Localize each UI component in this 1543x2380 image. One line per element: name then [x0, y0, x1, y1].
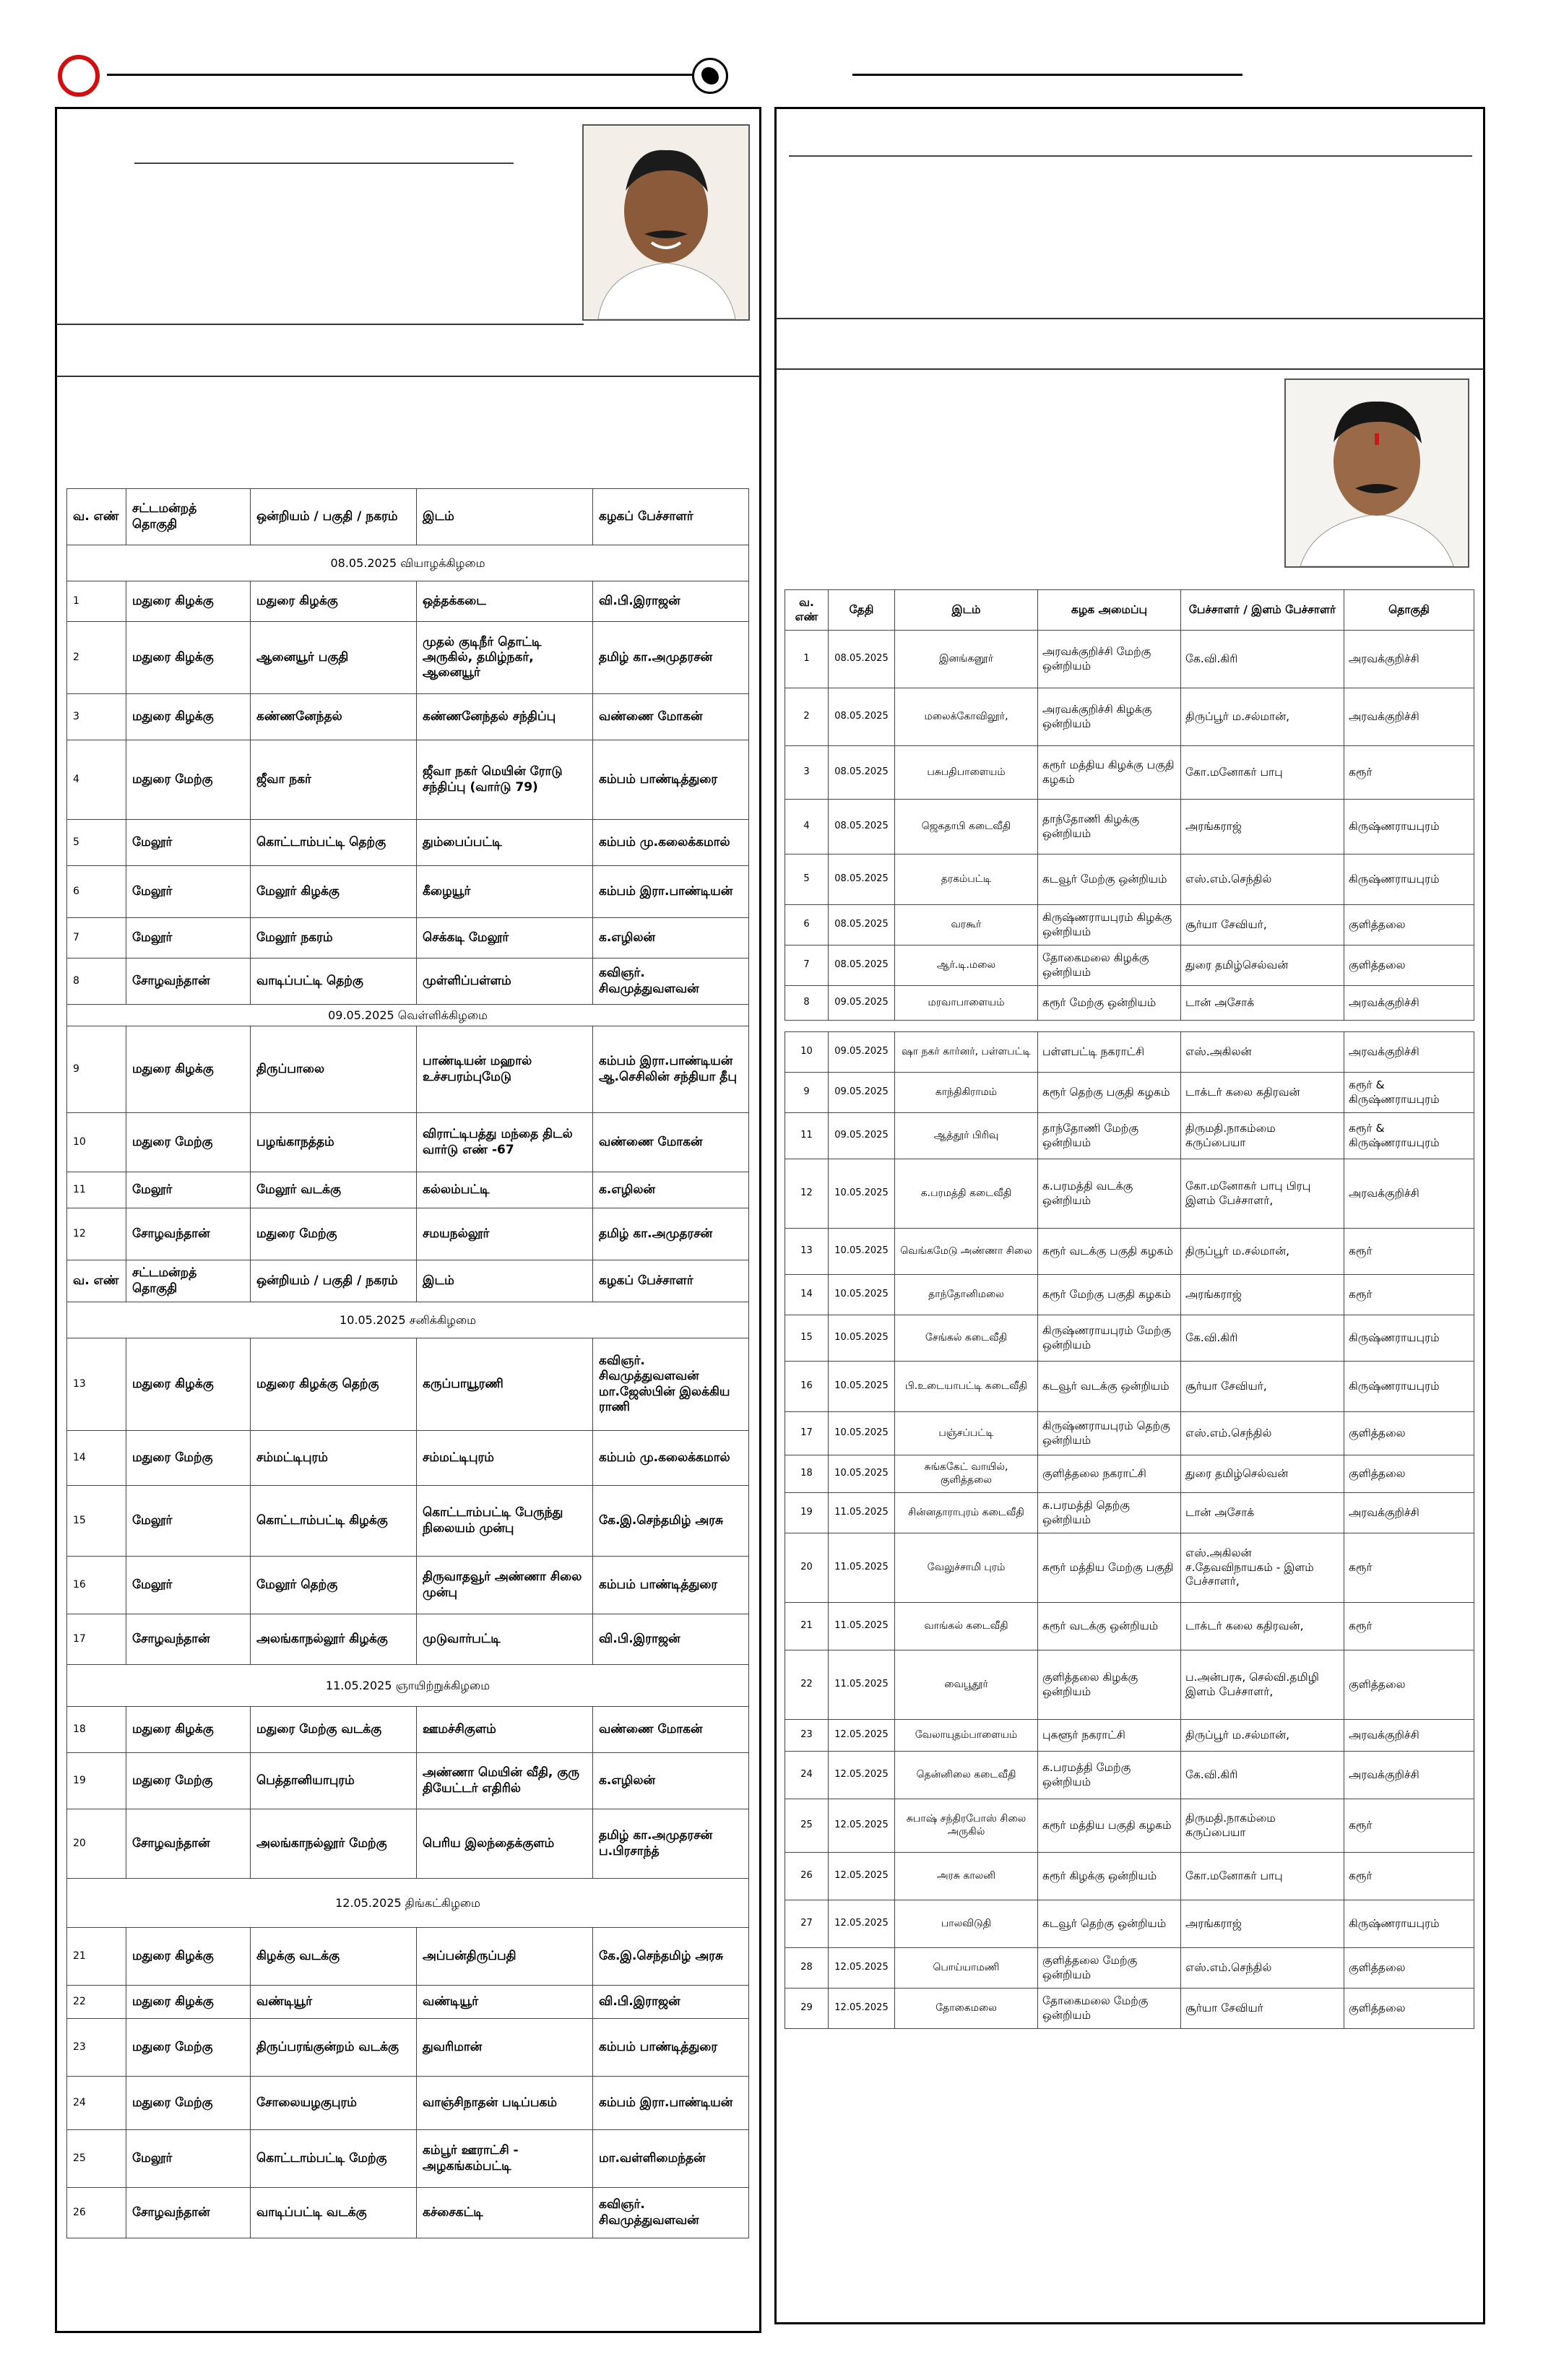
day-heading: 09.05.2025 வெள்ளிக்கிழமை	[67, 1005, 749, 1026]
col-serial: வ. எண்	[67, 489, 126, 545]
left-title-underline	[134, 163, 514, 164]
col-place: இடம்	[417, 489, 593, 545]
right-divider-2	[776, 368, 1484, 370]
table-row: 19 11.05.2025 சின்னதாராபுரம் கடைவீதி க.பரமத்தி தெற்கு ஒன்றியம் டான் அசோக் அரவக்குறிச்சி	[785, 1493, 1474, 1533]
table-row: 24 12.05.2025 தென்னிலை கடைவீதி க.பரமத்தி மேற்கு ஒன்றியம் கே.வி.கிரி அரவக்குறிச்சி	[785, 1752, 1474, 1799]
table-row: 6 08.05.2025 வரகூர் கிருஷ்ணராயபுரம் கிழக்கு ஒன்றியம் சூர்யா சேவியர், குளித்தலை	[785, 905, 1474, 945]
col-speaker: கழகப் பேச்சாளர்	[593, 489, 749, 545]
table-row: 2 மதுரை கிழக்கு ஆனையூர் பகுதி முதல் குடிநீர் தொட்டி அருகில், தமிழ்நகர், ஆனையூர் தமிழ் கா.அமுதரசன்	[67, 622, 749, 694]
table-row: 10 09.05.2025 ஷா நகர் கார்னர், பள்ளபட்டி பள்ளபட்டி நகராட்சி எஸ்.அகிலன் அரவக்குறிச்சி	[785, 1032, 1474, 1073]
right-divider-1	[776, 318, 1484, 319]
table-row: 25 மேலூர் கொட்டாம்பட்டி மேற்கு கம்பூர் ஊராட்சி - அழகங்கம்பட்டி மா.வள்ளிமைந்தன்	[67, 2130, 749, 2188]
table-row: 21 11.05.2025 வாங்கல் கடைவீதி கரூர் வடக்கு ஒன்றியம் டாக்டர் கலை கதிரவன், கரூர்	[785, 1603, 1474, 1650]
table-row: 12 10.05.2025 க.பரமத்தி கடைவீதி க.பரமத்தி வடக்கு ஒன்றியம் கோ.மனோகர் பாபு பிரபு இளம் பேச்சாளர், அரவக்குறிச்சி	[785, 1159, 1474, 1229]
table-row: 3 மதுரை கிழக்கு கண்ணனேந்தல் கண்ணனேந்தல் சந்திப்பு வண்ணை மோகன்	[67, 694, 749, 740]
table-row: 19 மதுரை மேற்கு பெத்தானியாபுரம் அண்ணா மெயின் வீதி, குரு தியேட்டர் எதிரில் க.எழிலன்	[67, 1753, 749, 1809]
table-row: 22 மதுரை கிழக்கு வண்டியூர் வண்டியூர் வி.பி.இராஜன்	[67, 1986, 749, 2019]
table-gap	[785, 1021, 1474, 1032]
table-row: 23 மதுரை மேற்கு திருப்பரங்குன்றம் வடக்கு துவரிமான் கம்பம் பாண்டித்துரை	[67, 2019, 749, 2077]
table-row: 17 சோழவந்தான் அலங்காநல்லூர் கிழக்கு முடுவார்பட்டி வி.பி.இராஜன்	[67, 1614, 749, 1665]
table-row: 15 10.05.2025 சேங்கல் கடைவீதி கிருஷ்ணராயபுரம் மேற்கு ஒன்றியம் கே.வி.கிரி கிருஷ்ணராயபுரம்	[785, 1315, 1474, 1362]
left-divider-2	[56, 376, 760, 377]
right-table-header	[785, 590, 1474, 631]
table-row: 26 சோழவந்தான் வாடிப்பட்டி வடக்கு கச்சைகட்டி கவிஞர். சிவமுத்துவளவன்	[67, 2188, 749, 2238]
table-row: 14 10.05.2025 தாந்தோனிமலை கரூர் மேற்கு பகுதி கழகம் அரங்கராஜ் கரூர்	[785, 1275, 1474, 1315]
day-heading: 12.05.2025 திங்கட்கிழமை	[67, 1879, 749, 1928]
table-row: 14 மதுரை மேற்கு சம்மட்டிபுரம் சம்மட்டிபுரம் கம்பம் மு.கலைக்கமால்	[67, 1431, 749, 1486]
table-row: 20 11.05.2025 வேலுச்சாமி புரம் கரூர் மத்திய மேற்கு பகுதி எஸ்.அகிலன் ச.தேவவிநாயகம் - இளம் பேச்சாளர், கரூர்	[785, 1533, 1474, 1603]
table-row: 6 மேலூர் மேலூர் கிழக்கு கீழையூர் கம்பம் இரா.பாண்டியன்	[67, 866, 749, 918]
table-row: 21 மதுரை கிழக்கு கிழக்கு வடக்கு அப்பன்திருப்பதி கே.இ.செந்தமிழ் அரசு	[67, 1928, 749, 1986]
header-rule-right	[852, 74, 1242, 76]
day-heading: 10.05.2025 சனிக்கிழமை	[67, 1302, 749, 1338]
right-schedule-table	[785, 589, 1474, 2029]
table-row: 2 08.05.2025 மலைக்கோவிலூர், அரவக்குறிச்சி கிழக்கு ஒன்றியம் திருப்பூர் ம.சல்மான், அரவக்குறிச்சி	[785, 688, 1474, 746]
table-row: 27 12.05.2025 பாலவிடுதி கடவூர் தெற்கு ஒன்றியம் அரங்கராஜ் கிருஷ்ணராயபுரம்	[785, 1900, 1474, 1948]
table-row: 25 12.05.2025 சுபாஷ் சந்திரபோஸ் சிலை அருகில் கரூர் மத்திய பகுதி கழகம் திருமதி.நாகம்மை கருப்பையா கரூர்	[785, 1799, 1474, 1853]
col-date: தேதி	[829, 590, 895, 631]
col-union: ஒன்றியம் / பகுதி / நகரம்	[251, 489, 417, 545]
col-constituency: சட்டமன்றத் தொகுதி	[126, 489, 251, 545]
right-title-underline	[789, 155, 1472, 157]
table-row: 29 12.05.2025 தோகைமலை தோகைமலை மேற்கு ஒன்றியம் சூர்யா சேவியர் குளித்தலை	[785, 1989, 1474, 2029]
left-table-subheader: வ. எண் சட்டமன்றத் தொகுதி ஒன்றியம் / பகுதி / நகரம் இடம் கழகப் பேச்சாளர்	[67, 1260, 749, 1302]
party-logo-icon	[58, 55, 100, 97]
table-row: 12 சோழவந்தான் மதுரை மேற்கு சமயநல்லூர் தமிழ் கா.அமுதரசன்	[67, 1208, 749, 1260]
col-speaker: பேச்சாளர் / இளம் பேச்சாளர்	[1181, 590, 1344, 631]
table-row: 7 08.05.2025 ஆர்.டி.மலை தோகைமலை கிழக்கு ஒன்றியம் துரை தமிழ்செல்வன் குளித்தலை	[785, 945, 1474, 986]
table-row: 9 மதுரை கிழக்கு திருப்பாலை பாண்டியன் மஹால் உச்சபரம்புமேடு கம்பம் இரா.பாண்டியன் ஆ.செசிலின் சந்தியா தீபு	[67, 1026, 749, 1113]
table-row: 1 மதுரை கிழக்கு மதுரை கிழக்கு ஒத்தக்கடை வி.பி.இராஜன்	[67, 581, 749, 622]
table-row: 4 மதுரை மேற்கு ஜீவா நகர் ஜீவா நகர் மெயின் ரோடு சந்திப்பு (வார்டு 79) கம்பம் பாண்டித்துரை	[67, 740, 749, 820]
header-rule-left	[107, 74, 692, 76]
table-row: 15 மேலூர் கொட்டாம்பட்டி கிழக்கு கொட்டாம்பட்டி பேருந்து நிலையம் முன்பு கே.இ.செந்தமிழ் அரசு	[67, 1486, 749, 1557]
leader-photo-right	[1284, 378, 1469, 568]
day-heading: 11.05.2025 ஞாயிற்றுக்கிழமை	[67, 1665, 749, 1707]
table-row: 8 சோழவந்தான் வாடிப்பட்டி தெற்கு முள்ளிப்பள்ளம் கவிஞர். சிவமுத்துவளவன்	[67, 959, 749, 1005]
table-row: 26 12.05.2025 அரசு காலனி கரூர் கிழக்கு ஒன்றியம் கோ.மனோகர் பாபு கரூர்	[785, 1853, 1474, 1900]
table-row: 1 08.05.2025 இனங்கனூர் அரவக்குறிச்சி மேற்கு ஒன்றியம் கே.வி.கிரி அரவக்குறிச்சி	[785, 631, 1474, 688]
left-table-header	[67, 489, 749, 545]
col-place: இடம்	[895, 590, 1038, 631]
table-row: 16 மேலூர் மேலூர் தெற்கு திருவாதவூர் அண்ணா சிலை முன்பு கம்பம் பாண்டித்துரை	[67, 1557, 749, 1614]
table-row: 22 11.05.2025 வைபூதூர் குளித்தலை கிழக்கு ஒன்றியம் ப.அன்பரசு, செல்வி.தமிழி இளம் பேச்சாளர், குளித்தலை	[785, 1650, 1474, 1720]
left-schedule-table	[66, 488, 749, 2238]
table-row: 20 சோழவந்தான் அலங்காநல்லூர் மேற்கு பெரிய இலந்தைக்குளம் தமிழ் கா.அமுதரசன் ப.பிரசாந்த்	[67, 1809, 749, 1879]
col-constituency: தொகுதி	[1344, 590, 1474, 631]
table-row: 3 08.05.2025 பசுபதிபாளையம் கரூர் மத்திய கிழக்கு பகுதி கழகம் கோ.மனோகர் பாபு கரூர்	[785, 746, 1474, 800]
table-row: 9 09.05.2025 காந்திகிராமம் கரூர் தெற்கு பகுதி கழகம் டாக்டர் கலை கதிரவன் கரூர் & கிருஷ்ணராயபுரம்	[785, 1073, 1474, 1113]
table-row: 8 09.05.2025 மரவாபாளையம் கரூர் மேற்கு ஒன்றியம் டான் அசோக் அரவக்குறிச்சி	[785, 986, 1474, 1021]
table-row: 18 10.05.2025 சுங்ககேட் வாயில், குளித்தலை குளித்தலை நகராட்சி துரை தமிழ்செல்வன் குளித்தலை	[785, 1455, 1474, 1493]
table-row: 5 மேலூர் கொட்டாம்பட்டி தெற்கு தும்பைப்பட்டி கம்பம் மு.கலைக்கமால்	[67, 820, 749, 866]
left-divider-1	[56, 324, 584, 325]
table-row: 23 12.05.2025 வேலாயுதம்பாளையம் புகளூர் நகராட்சி திருப்பூர் ம.சல்மான், அரவக்குறிச்சி	[785, 1720, 1474, 1752]
table-row: 13 10.05.2025 வெங்கமேடு அண்ணா சிலை கரூர் வடக்கு பகுதி கழகம் திருப்பூர் ம.சல்மான், கரூர்	[785, 1229, 1474, 1275]
table-row: 18 மதுரை கிழக்கு மதுரை மேற்கு வடக்கு ஊமச்சிகுளம் வண்ணை மோகன்	[67, 1707, 749, 1753]
table-row: 10 மதுரை மேற்கு பழங்காநத்தம் விராட்டிபத்து மந்தை திடல் வார்டு எண் -67 வண்ணை மோகன்	[67, 1113, 749, 1172]
table-row: 4 08.05.2025 ஜெகதாபி கடைவீதி தாந்தோணி கிழக்கு ஒன்றியம் அரங்கராஜ் கிருஷ்ணராயபுரம்	[785, 800, 1474, 854]
col-serial: வ. எண்	[785, 590, 829, 631]
table-row: 11 09.05.2025 ஆத்தூர் பிரிவு தாந்தோணி மேற்கு ஒன்றியம் திருமதி.நாகம்மை கருப்பையா கரூர் & கிருஷ்ணராயபுரம்	[785, 1113, 1474, 1159]
table-row: 24 மதுரை மேற்கு சோலையழகுபுரம் வாஞ்சிநாதன் படிப்பகம் கம்பம் இரா.பாண்டியன்	[67, 2077, 749, 2130]
table-row: 28 12.05.2025 பொய்யாமணி குளித்தலை மேற்கு ஒன்றியம் எஸ்.எம்.செந்தில் குளித்தலை	[785, 1948, 1474, 1989]
col-organization: கழக அமைப்பு	[1038, 590, 1181, 631]
table-row: 13 மதுரை கிழக்கு மதுரை கிழக்கு தெற்கு கருப்பாயூரணி கவிஞர். சிவமுத்துவளவன் மா.ஜேஸ்பின் இலக்கிய ராணி	[67, 1338, 749, 1431]
table-row: 5 08.05.2025 தரகம்பட்டி கடவூர் மேற்கு ஒன்றியம் எஸ்.எம்.செந்தில் கிருஷ்ணராயபுரம்	[785, 854, 1474, 905]
table-row: 11 மேலூர் மேலூர் வடக்கு கல்லம்பட்டி க.எழிலன்	[67, 1172, 749, 1208]
table-row: 7 மேலூர் மேலூர் நகரம் செக்கடி மேலூர் க.எழிலன்	[67, 918, 749, 959]
day-heading: 08.05.2025 வியாழக்கிழமை	[67, 545, 749, 581]
rising-sun-emblem-icon	[692, 58, 728, 94]
table-row: 16 10.05.2025 பி.உடையாபட்டி கடைவீதி கடவூர் வடக்கு ஒன்றியம் சூர்யா சேவியர், கிருஷ்ணராயபுரம்	[785, 1362, 1474, 1412]
table-row: 17 10.05.2025 பஞ்சப்பட்டி கிருஷ்ணராயபுரம் தெற்கு ஒன்றியம் எஸ்.எம்.செந்தில் குளித்தலை	[785, 1412, 1474, 1455]
leader-photo-left	[582, 124, 750, 321]
